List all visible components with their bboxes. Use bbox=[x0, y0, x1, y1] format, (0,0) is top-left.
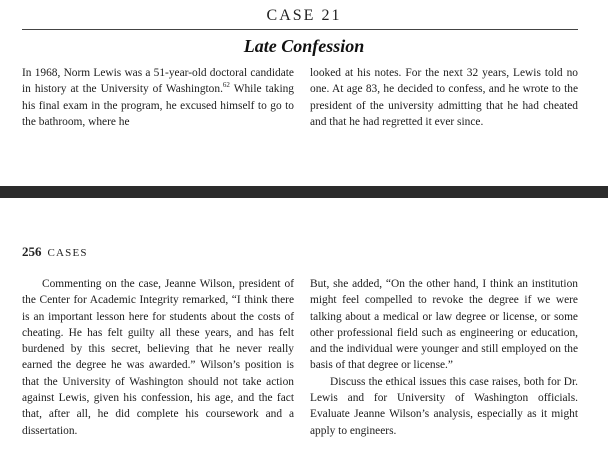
title-rule bbox=[22, 29, 578, 30]
book-page-top bbox=[0, 0, 608, 186]
page-break-band bbox=[0, 186, 608, 198]
intro-paragraph-part-1 bbox=[22, 65, 294, 130]
discussion-column-right bbox=[310, 276, 578, 439]
intro-column-left bbox=[22, 65, 294, 130]
running-head bbox=[22, 243, 88, 261]
commentary-paragraph-part-1: Commenting on the case, Jeanne Wilson, president of the Center for Academic Integrity remarked, “I think there is an important lesson here for students about the costs of cheating. He has felt guilty all these years, and has felt burdened by this secret, believing that he never really earned the degree he was awarded.” Wilson’s position is that the University of Washington should not take action against Lewis, given his confession, his age, and the fact that, after all, he did complete his coursework and a dissertation. bbox=[22, 278, 294, 437]
intro-text-before-note: In 1968, Norm Lewis was a 51-year-old doctoral candidate in history at the University of Washington. bbox=[22, 67, 294, 96]
discussion-question-paragraph: Discuss the ethical issues this case raises, both for Dr. Lewis and for University of Washington officials. Evaluate Jeanne Wilson’s analysis, especially as it might apply to engineers. bbox=[310, 375, 578, 437]
intro-text-after-note-part-1: While taking his final exam in the program, he excused himself to go to the bathroom, where he bbox=[22, 83, 294, 128]
section-name: CASES bbox=[47, 247, 88, 259]
case-title: Late Confession bbox=[243, 36, 365, 56]
discussion-column-left bbox=[22, 276, 294, 439]
footnote-reference: 62 bbox=[222, 81, 230, 90]
intro-column-right bbox=[310, 65, 578, 130]
intro-paragraph-part-2: looked at his notes. For the next 32 years, Lewis told no one. At age 83, he decided to confess, and he wrote to the president of the university admitting that he had cheated and that he had regretted it ever since. bbox=[310, 67, 578, 128]
commentary-paragraph-part-2: But, she added, “On the other hand, I think an institution might feel compelled to revoke the degree if we were talking about a medical or law degree or license, or some other professional field such as engineering or education, and the individual were younger and still employed on the basis of that degree or license.” bbox=[310, 278, 578, 372]
page-number: 256 bbox=[22, 244, 42, 259]
case-number-heading: CASE 21 bbox=[266, 7, 342, 24]
